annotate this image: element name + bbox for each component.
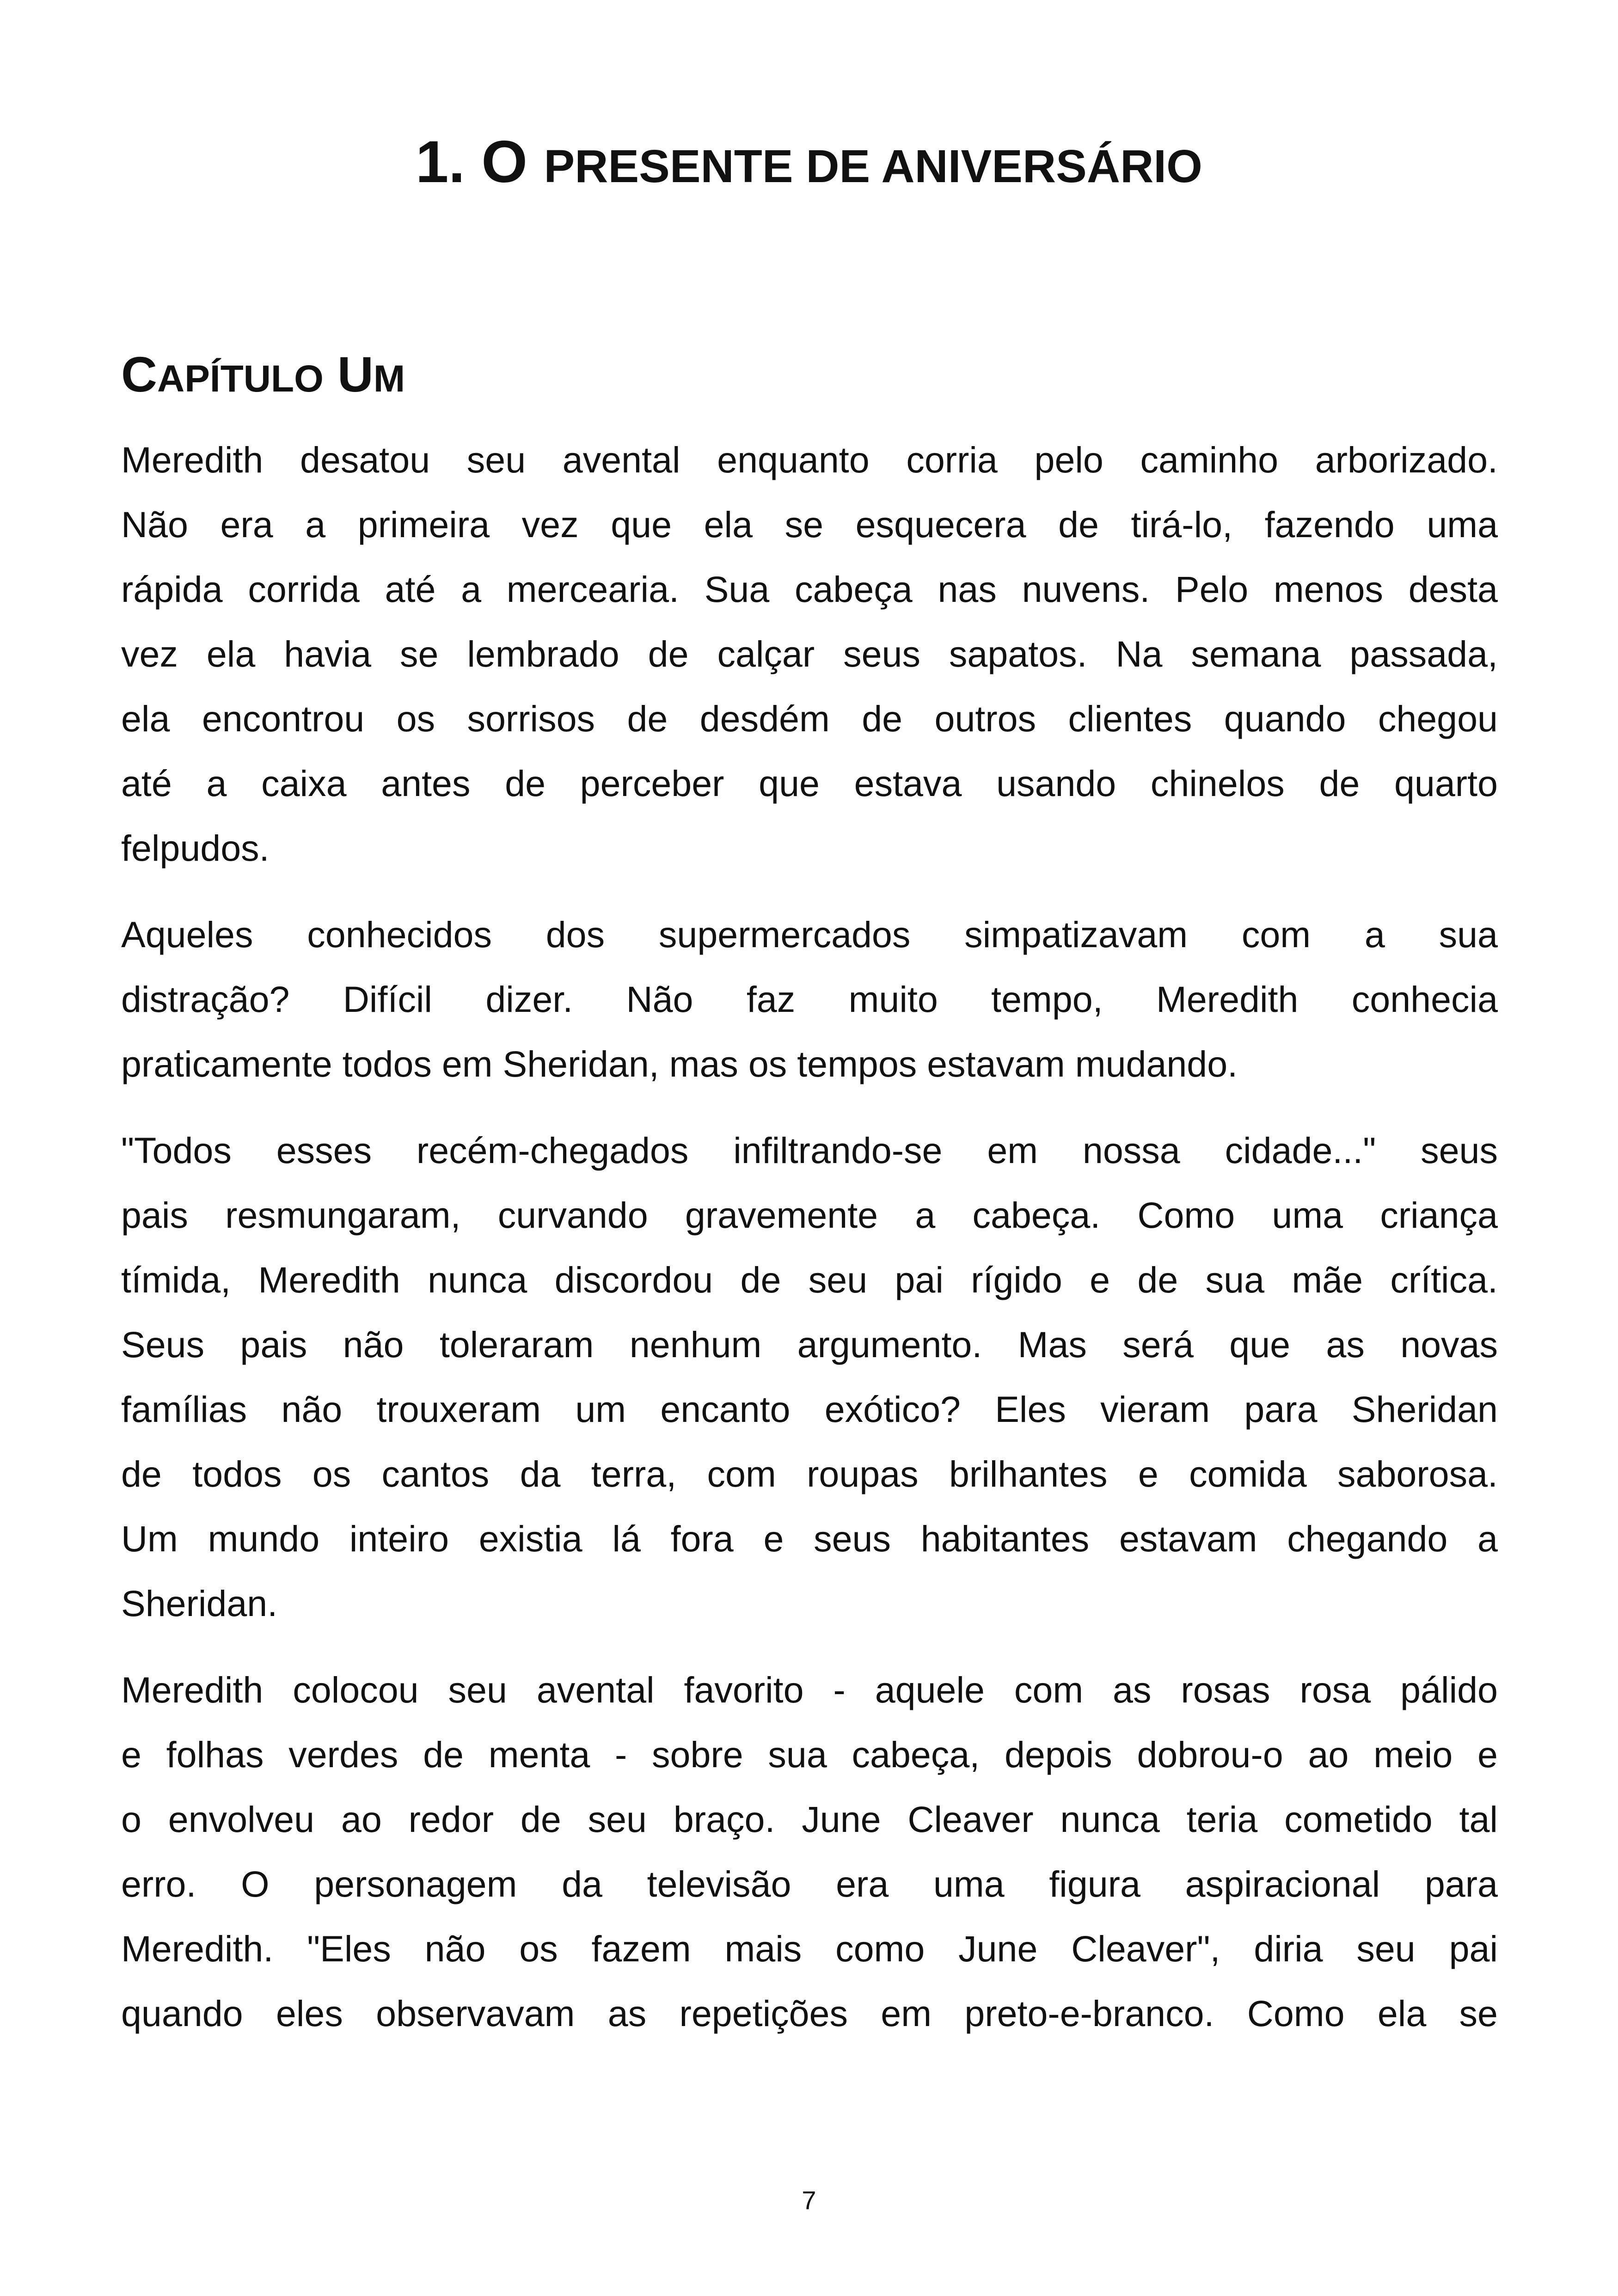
text-line: Meredith colocou seu avental favorito - aquele com as rosas rosa pálido: [121, 1669, 1498, 1710]
paragraph-3: [121, 1118, 1498, 1636]
text-line: erro. O personagem da televisão era uma figura aspiracional para: [121, 1863, 1498, 1904]
chapter-title: [121, 344, 405, 409]
text-line: quando eles observavam as repetições em preto-e-branco. Como ela se: [121, 1993, 1498, 2034]
text-line: felpudos.: [121, 827, 270, 869]
text-line: de todos os cantos da terra, com roupas brilhantes e comida saborosa.: [121, 1453, 1498, 1494]
text-line: e folhas verdes de menta - sobre sua cabeça, depois dobrou-o ao meio e: [121, 1734, 1498, 1775]
chapter-word1-rest: APÍTULO: [157, 357, 324, 400]
part-title-initial: O: [481, 129, 527, 195]
text-line: Não era a primeira vez que ela se esquecera de tirá-lo, fazendo uma: [121, 504, 1498, 545]
text-line: Sheridan.: [121, 1583, 278, 1624]
chapter-body: [121, 428, 1498, 2068]
chapter-word2-rest: M: [373, 357, 405, 400]
part-title: [0, 128, 1618, 201]
paragraph-4: [121, 1658, 1498, 2046]
text-line: Seus pais não toleraram nenhum argumento. Mas será que as novas: [121, 1324, 1498, 1365]
part-title-rest: PRESENTE DE ANIVERSÁRIO: [544, 140, 1202, 192]
text-line: Um mundo inteiro existia lá fora e seus habitantes estavam chegando a: [121, 1518, 1498, 1559]
text-line: tímida, Meredith nunca discordou de seu pai rígido e de sua mãe crítica.: [121, 1259, 1498, 1300]
text-line: "Todos esses recém-chegados infiltrando-se em nossa cidade..." seus: [121, 1130, 1498, 1171]
text-line: o envolveu ao redor de seu braço. June Cleaver nunca teria cometido tal: [121, 1799, 1498, 1840]
text-line: famílias não trouxeram um encanto exótico? Eles vieram para Sheridan: [121, 1389, 1498, 1430]
part-number: 1.: [416, 129, 465, 195]
page-number: 7: [802, 2186, 816, 2215]
text-line: Meredith desatou seu avental enquanto corria pelo caminho arborizado.: [121, 439, 1498, 480]
text-line: distração? Difícil dizer. Não faz muito tempo, Meredith conhecia: [121, 979, 1498, 1020]
paragraph-2: [121, 902, 1498, 1096]
chapter-word2-initial: U: [337, 346, 374, 402]
text-line: vez ela havia se lembrado de calçar seus sapatos. Na semana passada,: [121, 633, 1498, 674]
text-line: praticamente todos em Sheridan, mas os tempos estavam mudando.: [121, 1043, 1238, 1084]
text-line: Aqueles conhecidos dos supermercados simpatizavam com a sua: [121, 914, 1498, 955]
text-line: rápida corrida até a mercearia. Sua cabeça nas nuvens. Pelo menos desta: [121, 569, 1498, 610]
text-line: até a caixa antes de perceber que estava usando chinelos de quarto: [121, 763, 1498, 804]
chapter-word1-initial: C: [121, 346, 157, 402]
text-line: pais resmungaram, curvando gravemente a cabeça. Como uma criança: [121, 1194, 1498, 1236]
text-line: Meredith. "Eles não os fazem mais como June Cleaver", diria seu pai: [121, 1928, 1498, 1969]
paragraph-1: [121, 428, 1498, 881]
text-line: ela encontrou os sorrisos de desdém de outros clientes quando chegou: [121, 698, 1498, 739]
